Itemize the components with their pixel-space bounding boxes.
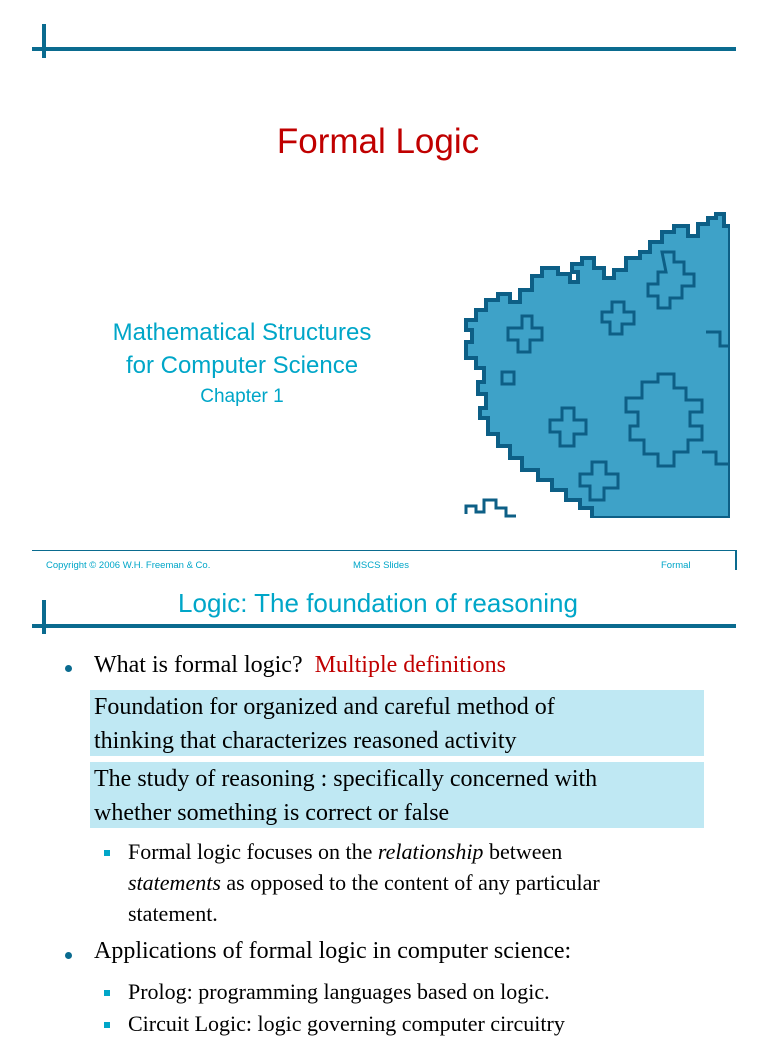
sub-bullet-item: Prolog: programming languages based on logic.: [128, 979, 550, 1004]
header-rule-tick: [42, 24, 46, 58]
subtitle-line-1: Mathematical Structures: [112, 319, 372, 346]
definition-line: Foundation for organized and careful method of: [94, 694, 555, 720]
sub-bullet-line: [128, 867, 600, 898]
highlight-text: Multiple definitions: [314, 652, 506, 678]
footer-rule-tick: [735, 550, 737, 570]
footer-topic: Formal: [661, 560, 691, 571]
definition-box: [90, 690, 704, 756]
footer-slides-label: MSCS Slides: [353, 560, 409, 571]
subtitle-line-2: for Computer Science: [125, 352, 359, 379]
sub-bullet-marker: [104, 850, 110, 856]
sub-bullet-marker: [104, 990, 110, 996]
bullet-marker: [65, 665, 72, 672]
definition-line: whether something is correct or false: [94, 800, 450, 826]
content-slide: [0, 582, 768, 1036]
bullet-item: [94, 652, 506, 679]
fractal-cluster-image: [462, 212, 730, 518]
sub-bullet-line: [128, 836, 600, 867]
header-rule: [32, 624, 736, 628]
header-rule: [32, 47, 736, 51]
bullet-item: Applications of formal logic in computer science:: [94, 938, 572, 964]
sub-bullet-text: between: [483, 839, 563, 864]
footer-copyright: Copyright © 2006 W.H. Freeman & Co.: [46, 560, 211, 571]
chapter-label: Chapter 1: [200, 386, 284, 407]
sub-bullet-item: [128, 836, 600, 929]
emphasis-text: relationship: [377, 839, 484, 864]
sub-bullet-line: statement.: [128, 901, 218, 926]
bullet-marker: [65, 952, 72, 959]
book-subtitle: [62, 316, 422, 408]
emphasis-text: statements: [128, 870, 221, 895]
bullet-text: What is formal logic?: [94, 652, 303, 678]
definition-box: [90, 762, 704, 828]
slide-title: Logic: The foundation of reasoning: [178, 588, 578, 618]
definition-line: The study of reasoning : specifically concerned with: [94, 766, 598, 792]
slide-title: Formal Logic: [276, 122, 480, 161]
sub-bullet-item: Circuit Logic: logic governing computer circuitry: [128, 1011, 565, 1036]
sub-bullet-marker: [104, 1022, 110, 1028]
sub-bullet-text: Formal logic focuses on the: [128, 839, 378, 864]
footer-rule: [32, 550, 736, 551]
sub-bullet-text: as opposed to the content of any particular: [220, 870, 600, 895]
definition-line: thinking that characterizes reasoned activity: [94, 728, 517, 754]
